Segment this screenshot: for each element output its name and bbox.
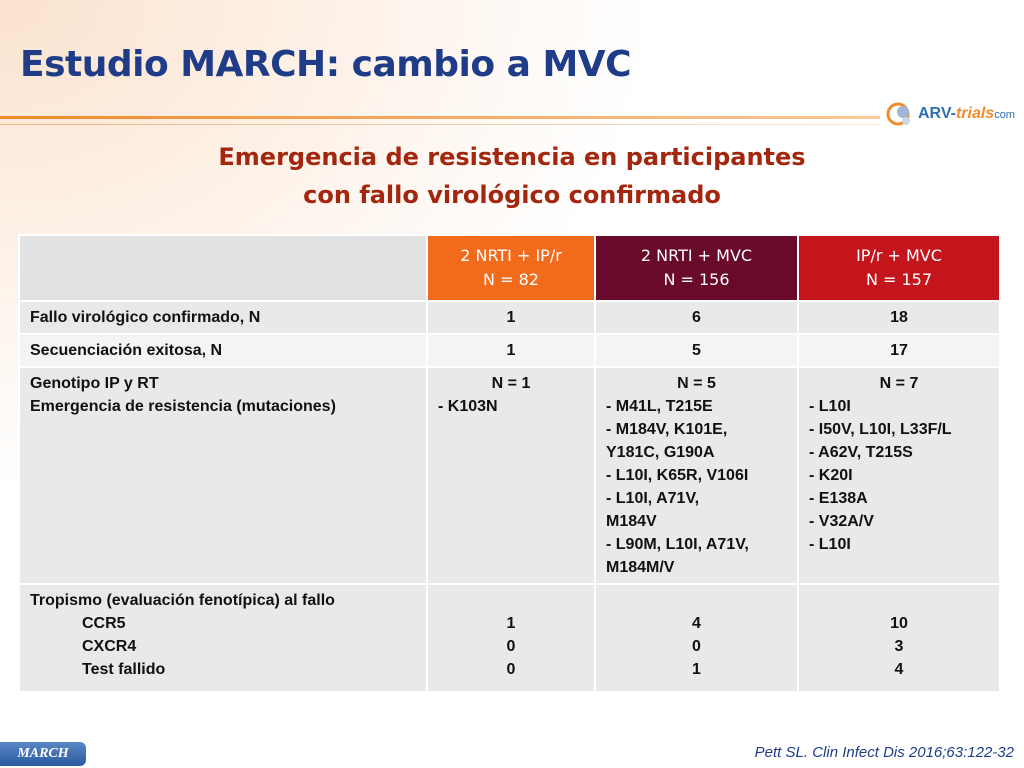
header-ipr-mvc: IP/r + MVC N = 157 <box>798 235 1000 301</box>
slide-title: Estudio MARCH: cambio a MVC <box>20 44 632 85</box>
table-row-tropismo <box>19 584 1000 692</box>
row-label: Tropismo (evaluación fenotípica) al fallo CCR5 CXCR4 Test fallido <box>19 584 427 692</box>
table-cell: 18 <box>798 301 1000 334</box>
mutations-cell-col3: N = 7 - L10I - I50V, L10I, L33F/L - A62V, T215S - K20I - E138A - V32A/V - L10I <box>798 367 1000 584</box>
subtitle-line-2: con fallo virológico confirmado <box>303 181 721 209</box>
row-label: Fallo virológico confirmado, N <box>19 301 427 334</box>
table-row-secuenciacion <box>19 334 1000 367</box>
table-row-genotipo <box>19 367 1000 584</box>
title-divider <box>0 116 880 119</box>
title-divider-thin <box>0 124 880 125</box>
row-label: Genotipo IP y RT Emergencia de resistencia (mutaciones) <box>19 367 427 584</box>
tropism-cell-col1: 1 0 0 <box>427 584 595 692</box>
citation: Pett SL. Clin Infect Dis 2016;63:122-32 <box>754 744 1014 761</box>
header-2nrti-ipr: 2 NRTI + IP/r N = 82 <box>427 235 595 301</box>
logo-mark-icon <box>886 99 916 129</box>
header-2nrti-mvc: 2 NRTI + MVC N = 156 <box>595 235 798 301</box>
table-cell: 1 <box>427 301 595 334</box>
header-empty-cell <box>19 235 427 301</box>
arv-trials-logo <box>886 98 1014 130</box>
mutations-cell-col2: N = 5 - M41L, T215E - M184V, K101E, Y181C, G190A - L10I, K65R, V106I - L10I, A71V, M184V - L90M, L10I, A71V, M184M/V <box>595 367 798 584</box>
tropism-cell-col2: 4 0 1 <box>595 584 798 692</box>
logo-text: ARV-trialscom <box>918 105 1015 122</box>
table-cell: 6 <box>595 301 798 334</box>
table-row-fallo <box>19 301 1000 334</box>
study-badge-label: MARCH <box>17 746 69 761</box>
tropism-cell-col3: 10 3 4 <box>798 584 1000 692</box>
table-cell: 5 <box>595 334 798 367</box>
table-cell: 17 <box>798 334 1000 367</box>
subtitle <box>0 138 1024 214</box>
table-cell: 1 <box>427 334 595 367</box>
subtitle-line-1: Emergencia de resistencia en participantes <box>218 143 806 171</box>
table-header-row <box>19 235 1000 301</box>
resistance-table <box>18 234 1001 693</box>
study-badge <box>0 742 86 766</box>
mutations-cell-col1: N = 1 - K103N <box>427 367 595 584</box>
row-label: Secuenciación exitosa, N <box>19 334 427 367</box>
